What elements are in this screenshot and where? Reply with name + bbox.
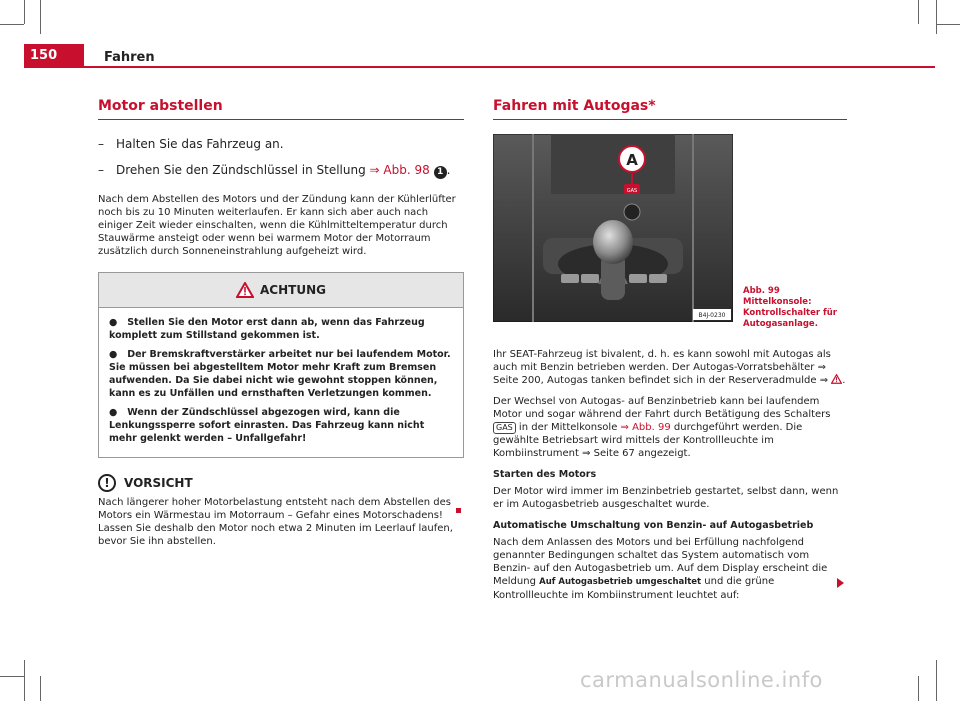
step-dash: – [98, 137, 104, 151]
gas-button-symbol: GAS [493, 422, 516, 434]
crop-mark [40, 676, 41, 701]
body-paragraph [493, 395, 847, 460]
crop-mark [40, 0, 41, 34]
crop-mark [918, 0, 919, 24]
crop-mark [936, 24, 960, 25]
caution-title: VORSICHT [124, 476, 193, 490]
center-console-figure [493, 134, 733, 322]
paragraph-text: und die grüne Kontrollleuchte im Kombiinstrument leuchtet auf: [493, 576, 775, 601]
gas-switch-label: GAS [626, 188, 638, 194]
callout-label: A [626, 151, 638, 169]
watermark: carmanualsonline.info [580, 668, 823, 692]
figure-caption: Abb. 99 Mittelkonsole: Kontrollschalter für Autogasanlage. [743, 286, 837, 329]
warning-triangle-icon [236, 282, 254, 298]
caution-header [98, 474, 464, 492]
crop-mark [0, 24, 24, 25]
warning-item: ● Wenn der Zündschlüssel abgezogen wird, kann die Lenkungssperre sofort einrasten. Das Fahrzeug kann nicht mehr gelenkt werden – Unfallgefahr! [109, 407, 425, 444]
warning-item-text: Stellen Sie den Motor erst dann ab, wenn das Fahrzeug komplett zum Stillstand gekommen ist. [109, 317, 425, 341]
warning-body [99, 308, 463, 457]
callout-number: 1 [434, 166, 447, 179]
warning-box [98, 272, 464, 458]
gear-shifter-illustration [493, 134, 733, 322]
warning-item-text: Der Bremskraftverstärker arbeitet nur bei laufendem Motor. Sie müssen bei abgestelltem Motor mehr Kraft zum Bremsen aufwenden. Da Sie dabei nicht wie gewohnt stoppen können, kann es zu Unfällen und ernsthaften Verletzungen kommen. [109, 349, 451, 399]
step-dash: – [98, 163, 104, 177]
paragraph-text: Der Wechsel von Autogas- auf Benzinbetrieb kann bei laufendem Motor und sogar während der Fahrt durch Betätigung des Schalters [493, 396, 831, 420]
figure-link[interactable]: ⇒ Abb. 99 [620, 422, 671, 433]
warning-header [99, 273, 463, 308]
figure-code: B4J-0230 [698, 312, 726, 319]
paragraph-text: Nach dem Anlassen des Motors und bei Erfüllung nachfolgend genannter Bedingungen schaltet das System automatisch vom Benzin- auf den Autogasbetrieb um. Auf dem Display erscheint die Meldung [493, 537, 828, 587]
caution-text: Nach längerer hoher Motorbelastung entsteht nach dem Abstellen des Motors ein Wärmestau im Motorraum – Gefahr eines Motorschadens! Lassen Sie deshalb den Motor noch etwa 2 Minuten im Leerlauf laufen, bevor Sie ihn abstellen. [98, 497, 453, 547]
crop-mark [936, 660, 937, 701]
header-rule [24, 66, 935, 68]
section-end-marker [456, 508, 461, 513]
paragraph-text: Ihr SEAT-Fahrzeug ist bivalent, d. h. es kann sowohl mit Autogas als auch mit Benzin betrieben werden. Der Autogas-Vorratsbehälter ⇒ Seite 200, Autogas tanken befindet sich in der Reserveradmulde ⇒ [493, 349, 832, 386]
right-column [493, 98, 847, 602]
warning-triangle-icon [831, 374, 842, 384]
paragraph-end: . [842, 375, 846, 386]
left-column [98, 98, 464, 548]
page-title: Fahren [104, 50, 155, 65]
subheading: Starten des Motors [493, 469, 597, 480]
crop-mark [936, 0, 937, 34]
warning-item: ● Stellen Sie den Motor erst dann ab, wenn das Fahrzeug komplett zum Stillstand gekommen ist. [109, 317, 425, 341]
section-heading: Fahren mit Autogas* [493, 98, 847, 120]
crop-mark [918, 676, 919, 701]
crop-mark [0, 676, 24, 677]
figure-row [493, 134, 847, 330]
subheading: Automatische Umschaltung von Benzin- auf Autogasbetrieb [493, 520, 814, 531]
step-text: Halten Sie das Fahrzeug an. [116, 137, 284, 151]
figure-link[interactable]: ⇒ Abb. 98 [369, 163, 430, 177]
body-paragraph [493, 348, 847, 387]
section-heading: Motor abstellen [98, 98, 464, 120]
page-number: 150 [24, 44, 84, 68]
body-paragraph: Der Motor wird immer im Benzinbetrieb gestartet, selbst dann, wenn er im Autogasbetrieb ausgeschaltet wurde. [493, 486, 839, 510]
step-item [98, 163, 464, 179]
body-paragraph [493, 536, 847, 602]
paragraph-text: durchgeführt werden. Die gewählte Betriebsart wird mittels der Kontrollleuchte im Kombiinstrument ⇒ Seite 67 angezeigt. [493, 422, 803, 459]
step-item [98, 137, 464, 151]
display-message: Auf Autogasbetrieb umgeschaltet [539, 577, 702, 587]
paragraph-text: in der Mittelkonsole [515, 422, 621, 433]
exclamation-circle-icon: ! [98, 474, 116, 492]
warning-item: ● Der Bremskraftverstärker arbeitet nur bei laufendem Motor. Sie müssen bei abgestelltem Motor mehr Kraft zum Bremsen aufwenden. Da Sie dabei nicht wie gewohnt stoppen können, kann es zu Unfällen und ernsthaften Verletzungen kommen. [109, 349, 451, 399]
step-text: Drehen Sie den Zündschlüssel in Stellung [116, 163, 370, 177]
crop-mark [24, 660, 25, 701]
body-paragraph: Nach dem Abstellen des Motors und der Zündung kann der Kühlerlüfter noch bis zu 10 Minuten weiterlaufen. Er kann sich aber auch nach einiger Zeit wieder einschalten, wenn die Kühlmitteltemperatur durch Stauwärme ansteigt oder wenn bei warmem Motor der Motorraum zusätzlich durch Sonneneinstrahlung aufgeheizt wird. [98, 194, 456, 257]
warning-title: ACHTUNG [260, 283, 326, 297]
step-end: . [446, 163, 451, 177]
continue-arrow-icon [837, 578, 844, 588]
warning-item-text: Wenn der Zündschlüssel abgezogen wird, kann die Lenkungssperre sofort einrasten. Das Fahrzeug kann nicht mehr gelenkt werden – Unfallgefahr! [109, 407, 425, 444]
crop-mark [24, 0, 25, 24]
